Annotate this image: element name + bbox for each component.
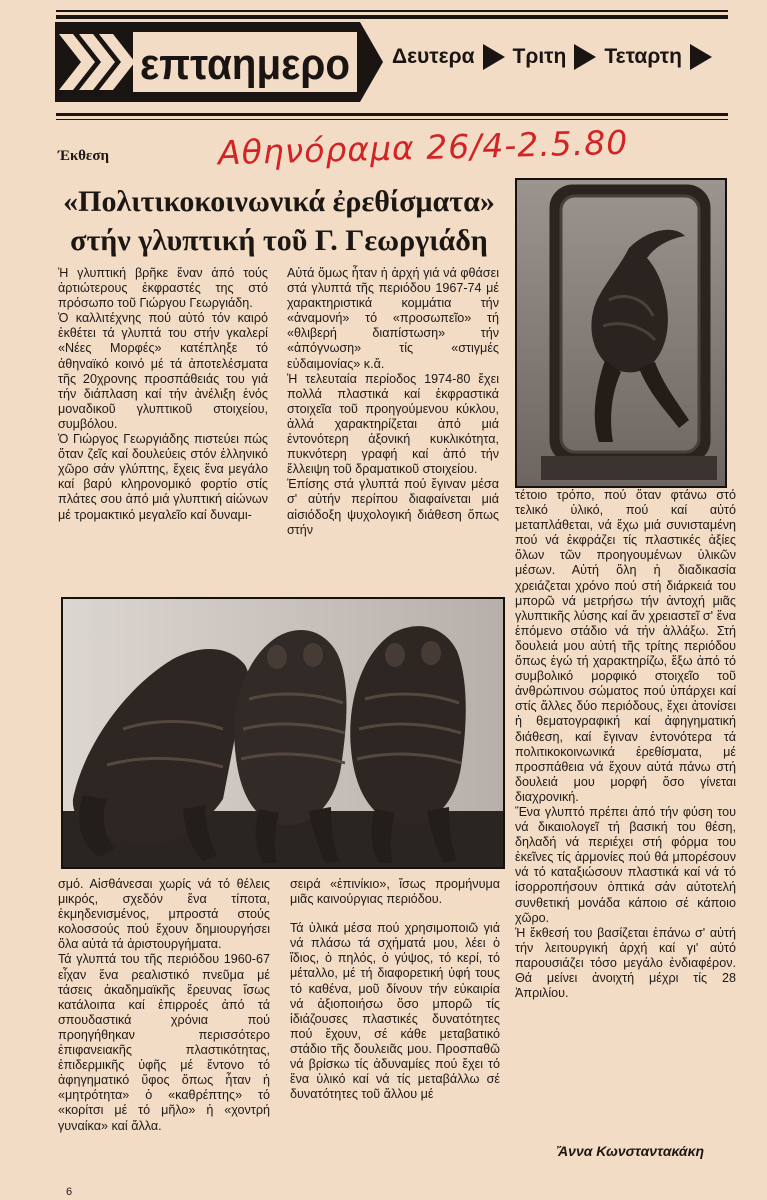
masthead-banner (55, 14, 385, 110)
masthead-title: επταημερο (140, 40, 350, 89)
paragraph: Ἕνα γλυπτό πρέπει ἀπό τήν φύση του νά δικαιολογεῖ τή βασική του θέση, δηλαδή νά περιέχει στή φόρμα του ἐκεῖνες τίς ἁρμονίες πού θά μπορέσουν νά τό καταξιώσουν πλαστικά καί νά τό ἰσορροπήσουν ὀπτικά σάν αὐτοτελή συνθετική μονάδα κάποιο σέ κάποιο χῶρο. (515, 804, 736, 925)
triangle-arrow-icon (690, 44, 712, 70)
day-tuesday: Τριτη (512, 45, 567, 68)
headline-line-2: στήν γλυπτική τοῦ Γ. Γεωργιάδη (70, 224, 488, 257)
paragraph: Ἡ γλυπτική βρῆκε ἕναν ἀπό τούς ἀρτιώτερους ἐκφραστές της στό πρόσωπο τοῦ Γιώργου Γεωργιάδη. (58, 266, 268, 311)
sculpture-photo-single (515, 178, 727, 488)
header-bottom-rule (56, 113, 728, 116)
top-rule (56, 10, 728, 12)
paragraph: τέτοιο τρόπο, πού ὅταν φτάνω στό τελικό ὑλικό, πού καί αὐτό μεταπλάθεται, νά ἔχω μιά συνισταμένη πού νά ἐκφράζει τίς πλαστικές ἀξίες ὅλων τῶν προηγουμένων ὑλικῶν μέσων. Αὐτή ὅλη ἡ διαδικασία χρειάζεται χρόνο πού στή διάρκειά του μπορῶ νά μετρήσω τήν ἀντοχή μιᾶς γλυπτικῆς λύσης καί ἄν χρειαστεῖ σ' ἕνα ἑπόμενο στάδιο νά τήν ἀλλάξω. Στή δουλειά μου αὐτή τῆς τρίτης περιόδου ὅπως ἐγώ τή χαρακτηρίζω, ἔξω ἀπό τό συμβολικό μορφικό στοιχεῖο τοῦ ἀνθρώπινου σώματος πού ὑπάρχει καί στίς ἄλλες δύο περιόδους, ἔχει ἀτονίσει ἡ θεματογραφική καί ἀφηγηματική διάθεση, καί ἔγιναν ἐντονότερα τά πολιτικοκοινωνικά ἐρεθίσματα, μέ προσπάθεια νά ἔχουν αὐτά πάνω στή δουλειά μου μορφή ὅσο γίνεται διαχρονική. (515, 488, 736, 804)
triangle-arrow-icon (574, 44, 596, 70)
paragraph: Ἐπίσης στά γλυπτά πού ἔγιναν μέσα σ' αὐτήν περίπου διαφαίνεται μιά αἰσιόδοξη ψυχολογική διάθεση ὅπως στήν (287, 477, 499, 537)
paragraph: Τά γλυπτά του τῆς περιόδου 1960-67 εἶχαν ἕνα ρεαλιστικό πνεῦμα μέ τάσεις ἀκαδημαϊκῆς ἔρευνας ἴσως κατάλοιπα καί ἐπιρροές ἀπό τά σπουδαστικά χρόνια πού προηγήθηκαν περισσότερο ἐπιφανειακῆς πλαστικότητας, ἐπιδερμικῆς ὑφῆς μέ ἔντονο τό ἀφηγηματικό ὕφος ὅπως ἦταν ἡ «μητρότητα» ὁ «καθρέπτης» τό «κορίτσι μέ τό μῆλο» ἡ «χοντρή γυναίκα» καί ἄλλα. (58, 952, 270, 1133)
page-number: 6 (66, 1186, 73, 1198)
paragraph: Ἡ ἔκθεσή του βασίζεται ἐπάνω σ' αὐτή τήν λειτουργική ἀρχή καί γι' αὐτό παρουσιάζει τόσο μεγάλο ἐνδιαφέρον. Θά μείνει ἀνοιχτή μέχρι τίς 28 Ἀπριλίου. (515, 925, 736, 1001)
paragraph: Ἡ τελευταία περίοδος 1974-80 ἔχει πολλά πλαστικά καί ἐκφραστικά στοιχεῖα τοῦ προηγούμενου κύκλου, ἀλλά χαρακτηρίζεται ἀπό μιά ἐντονότερη ἀξονική κυκλικότητα, πυκνότερη γραφή καί ἀπό τήν ἔλλειψη τοῦ δραματικοῦ στοιχείου. (287, 371, 499, 477)
day-wednesday: Τεταρτη (604, 45, 682, 68)
sculpture-photo-three-figures (61, 597, 505, 869)
column-1 (58, 266, 268, 523)
triangle-arrow-icon (483, 44, 505, 70)
author-byline: Ἄννα Κωνσταντακάκη (556, 1143, 705, 1159)
section-label: Έκθεση (58, 148, 110, 164)
column-3 (515, 488, 736, 1001)
column-2-bottom (290, 877, 500, 1102)
day-monday: Δευτερα (392, 45, 475, 68)
paragraph: Ὁ καλλιτέχνης πού αὐτό τόν καιρό ἐκθέτει τά γλυπτά του στήν γκαλερί «Νέες Μορφές» κατέπληξε τό ἀθηναϊκό κοινό μέ τά ἀποτελέσματα τῆς 20χρονης προσπάθειάς του γιά τήν διάπλαση καί τήν ἀνέλιξη ἑνός μοναδικοῦ γλυπτικοῦ στοιχείου, συμβόλου. (58, 311, 268, 431)
paragraph: σειρά «ἐπινίκιο», ἴσως προμήνυμα μιᾶς καινούργιας περιόδου. (290, 877, 500, 907)
article-headline (48, 182, 510, 260)
header-bottom-rule-thin (56, 119, 728, 120)
paragraph: Τά ὑλικά μέσα πού χρησιμοποιῶ γιά νά πλάσω τά σχήματά μου, λέει ὁ ἴδιος, ὁ πηλός, ὁ γύψος, τό κερί, τό μέταλλο, μέ τή διαφορετική ὑφή τους τό καθένα, μοῦ δίνουν τήν εὐκαιρία νά ἀξιοποιήσω ὅσο μπορῶ τίς ἰδιάζουσες πλαστικές δυνατότητες πού ἔχουν, σέ κάθε μεταβατικό στάδιο τῆς δουλειᾶς μου. Προσπαθῶ νά βρίσκω τίς ἀδυναμίες πού ἔχει τό ἕνα ὑλικό καί νά τίς μεταβάλλω σέ δυνατότητες τοῦ ἄλλου μέ (290, 921, 500, 1102)
paragraph: Αὐτά ὅμως ἦταν ἡ ἀρχή γιά νά φθάσει στά γλυπτά τῆς περιόδου 1967-74 μέ χαρακτηριστικά κομμάτια τήν «ἀναμονή» τό «προσωπεῖο» τή «θλιβερή διαπίστωση» τήν «ἀπόγνωση» τίς «στιγμές εὐδαιμονίας» κ.ἄ. (287, 266, 499, 371)
weekday-row (392, 44, 712, 70)
paragraph: Ὁ Γιώργος Γεωργιάδης πιστεύει πώς ὅταν ζεῖς καί δουλεύεις στόν ἑλληνικό χῶρο σάν γλύπτης, ἔχεις ἕνα μεγάλο καί βαρύ κληρονομικό φορτίο στίς πλάτες σου ἀπό μιά γλυπτική αἰώνων μέ τρομακτικό μεγαλεῖο καί δυναμι- (58, 432, 268, 522)
headline-line-1: «Πολιτικοκοινωνικά ἐρεθίσματα» (63, 185, 495, 218)
column-1-bottom (58, 877, 270, 1134)
paragraph: σμό. Αἰσθάνεσαι χωρίς νά τό θέλεις μικρός, σχεδόν ἕνα τίποτα, ἐκμηδενισμένος, μπροστά στούς κολοσσούς πού ἔχουν δημιουργήσει ὅλα αὐτά τά ἀριστουργήματα. (58, 877, 270, 952)
handwritten-note: Αθηνόραμα 26/4-2.5.80 (217, 122, 629, 173)
column-2 (287, 266, 499, 538)
